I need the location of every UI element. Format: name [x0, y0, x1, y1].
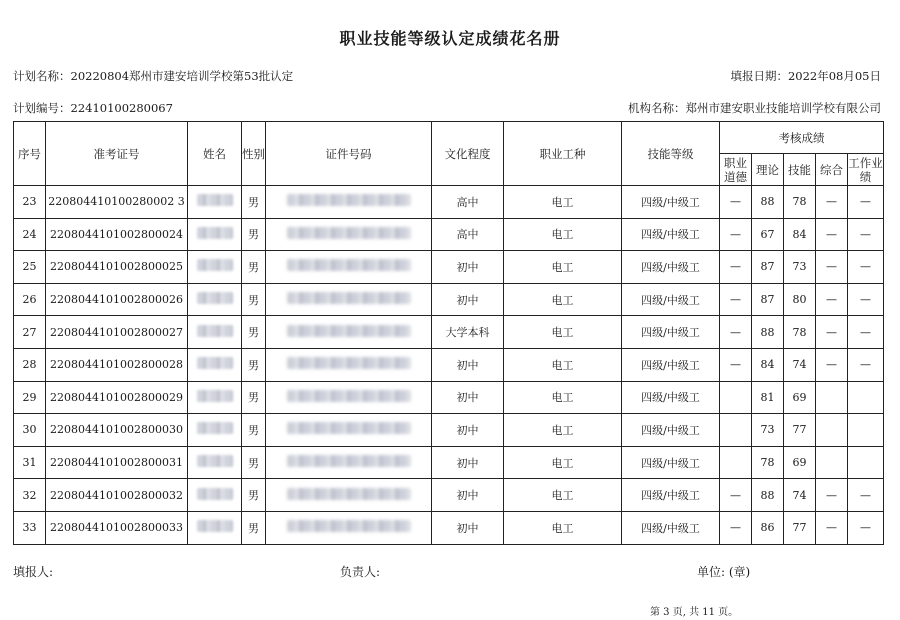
row-theory: 87	[752, 283, 784, 316]
row-name-redacted	[188, 511, 242, 544]
organization-name: 机构名称：郑州市建安职业技能培训学校有限公司	[628, 101, 881, 115]
row-job: 电工	[504, 316, 622, 349]
row-overall: —	[816, 283, 848, 316]
row-ethics: —	[720, 218, 752, 251]
row-ticket: 2208044101002800030	[46, 414, 188, 447]
row-ethics	[720, 381, 752, 414]
header-level: 技能等级	[622, 122, 720, 186]
row-level: 四级/中级工	[622, 511, 720, 544]
row-name-redacted	[188, 218, 242, 251]
row-id-redacted	[266, 218, 432, 251]
row-gender: 男	[242, 218, 266, 251]
row-job: 电工	[504, 218, 622, 251]
row-name-redacted	[188, 251, 242, 284]
table-row	[14, 414, 884, 447]
row-ticket: 2208044101002800027	[46, 316, 188, 349]
table-row	[14, 446, 884, 479]
row-ticket: 2208044101002800026	[46, 283, 188, 316]
row-overall: —	[816, 251, 848, 284]
header-name: 姓名	[188, 122, 242, 186]
header-ticket: 准考证号	[46, 122, 188, 186]
table-row	[14, 218, 884, 251]
redacted-id-number	[287, 292, 411, 304]
row-theory: 81	[752, 381, 784, 414]
row-ethics: —	[720, 511, 752, 544]
row-education: 初中	[432, 511, 504, 544]
page-indicator: 第 3 页, 共 11 页。	[650, 607, 739, 618]
row-level: 四级/中级工	[622, 446, 720, 479]
row-education: 高中	[432, 218, 504, 251]
row-work: —	[848, 479, 884, 512]
row-theory: 88	[752, 316, 784, 349]
table-row	[14, 381, 884, 414]
redacted-id-number	[287, 455, 411, 467]
header-theory: 理论	[752, 154, 784, 186]
fill-date: 填报日期：2022年08月05日	[730, 69, 881, 83]
row-name-redacted	[188, 348, 242, 381]
row-work: —	[848, 283, 884, 316]
redacted-id-number	[287, 259, 411, 271]
row-theory: 86	[752, 511, 784, 544]
row-job: 电工	[504, 283, 622, 316]
row-gender: 男	[242, 414, 266, 447]
row-education: 初中	[432, 381, 504, 414]
document-title: 职业技能等级认定成绩花名册	[339, 29, 561, 48]
row-overall: —	[816, 218, 848, 251]
header-id: 证件号码	[266, 122, 432, 186]
row-overall	[816, 414, 848, 447]
row-seq: 32	[14, 479, 46, 512]
row-ticket: 2208044101002800029	[46, 381, 188, 414]
row-seq: 29	[14, 381, 46, 414]
row-skill: 78	[784, 316, 816, 349]
row-overall: —	[816, 511, 848, 544]
header-gender: 性别	[242, 122, 266, 186]
row-work: —	[848, 348, 884, 381]
table-row	[14, 186, 884, 219]
redacted-id-number	[287, 194, 411, 206]
row-gender: 男	[242, 511, 266, 544]
row-level: 四级/中级工	[622, 218, 720, 251]
row-ticket: 2208044101002800033	[46, 511, 188, 544]
row-ethics: —	[720, 479, 752, 512]
row-work: —	[848, 251, 884, 284]
row-overall	[816, 446, 848, 479]
redacted-name	[197, 292, 233, 304]
row-name-redacted	[188, 479, 242, 512]
redacted-id-number	[287, 325, 411, 337]
row-theory: 67	[752, 218, 784, 251]
row-ethics	[720, 446, 752, 479]
row-id-redacted	[266, 414, 432, 447]
row-ticket: 2208044101002800024	[46, 218, 188, 251]
table-body	[14, 186, 884, 545]
header-ethics: 职业道德	[720, 154, 752, 186]
redacted-id-number	[287, 488, 411, 500]
row-theory: 84	[752, 348, 784, 381]
row-name-redacted	[188, 316, 242, 349]
row-education: 初中	[432, 446, 504, 479]
row-id-redacted	[266, 479, 432, 512]
row-name-redacted	[188, 381, 242, 414]
row-education: 初中	[432, 479, 504, 512]
header-overall: 综合	[816, 154, 848, 186]
row-seq: 26	[14, 283, 46, 316]
row-gender: 男	[242, 283, 266, 316]
row-work: —	[848, 218, 884, 251]
table-row	[14, 511, 884, 544]
row-seq: 30	[14, 414, 46, 447]
row-level: 四级/中级工	[622, 186, 720, 219]
table-row	[14, 479, 884, 512]
plan-name: 计划名称：20220804郑州市建安培训学校第53批认定	[13, 69, 294, 83]
header-education: 文化程度	[432, 122, 504, 186]
row-ticket: 220804410100280002 3	[46, 186, 188, 219]
row-education: 初中	[432, 283, 504, 316]
row-name-redacted	[188, 186, 242, 219]
row-id-redacted	[266, 316, 432, 349]
redacted-id-number	[287, 390, 411, 402]
responsible-label: 负责人:	[340, 565, 381, 579]
row-id-redacted	[266, 446, 432, 479]
table-row	[14, 316, 884, 349]
row-id-redacted	[266, 283, 432, 316]
row-ticket: 2208044101002800031	[46, 446, 188, 479]
row-overall: —	[816, 348, 848, 381]
row-theory: 73	[752, 414, 784, 447]
row-job: 电工	[504, 414, 622, 447]
row-job: 电工	[504, 348, 622, 381]
table-row	[14, 283, 884, 316]
row-ethics: —	[720, 251, 752, 284]
table-row	[14, 348, 884, 381]
row-seq: 23	[14, 186, 46, 219]
row-work	[848, 414, 884, 447]
row-seq: 33	[14, 511, 46, 544]
row-ticket: 2208044101002800032	[46, 479, 188, 512]
row-work	[848, 381, 884, 414]
redacted-id-number	[287, 520, 411, 532]
redacted-name	[197, 259, 233, 271]
row-skill: 78	[784, 186, 816, 219]
row-skill: 74	[784, 479, 816, 512]
row-education: 初中	[432, 414, 504, 447]
redacted-name	[197, 227, 233, 239]
row-seq: 25	[14, 251, 46, 284]
roster-table	[13, 121, 884, 545]
row-work: —	[848, 511, 884, 544]
redacted-name	[197, 520, 233, 532]
table-header	[14, 122, 884, 186]
row-ticket: 2208044101002800028	[46, 348, 188, 381]
row-level: 四级/中级工	[622, 283, 720, 316]
row-ethics	[720, 414, 752, 447]
row-level: 四级/中级工	[622, 316, 720, 349]
row-name-redacted	[188, 414, 242, 447]
row-skill: 74	[784, 348, 816, 381]
row-theory: 78	[752, 446, 784, 479]
row-ethics: —	[720, 348, 752, 381]
row-id-redacted	[266, 381, 432, 414]
row-education: 初中	[432, 251, 504, 284]
row-gender: 男	[242, 479, 266, 512]
row-theory: 87	[752, 251, 784, 284]
row-gender: 男	[242, 381, 266, 414]
unit-label: 单位: (章)	[697, 565, 751, 579]
table-row	[14, 251, 884, 284]
redacted-name	[197, 357, 233, 369]
row-education: 高中	[432, 186, 504, 219]
row-gender: 男	[242, 251, 266, 284]
row-gender: 男	[242, 446, 266, 479]
header-seq: 序号	[14, 122, 46, 186]
row-education: 初中	[432, 348, 504, 381]
row-skill: 77	[784, 511, 816, 544]
row-skill: 84	[784, 218, 816, 251]
row-job: 电工	[504, 511, 622, 544]
row-theory: 88	[752, 186, 784, 219]
plan-number: 计划编号：22410100280067	[13, 101, 173, 115]
row-id-redacted	[266, 511, 432, 544]
redacted-name	[197, 194, 233, 206]
row-seq: 24	[14, 218, 46, 251]
row-theory: 88	[752, 479, 784, 512]
row-level: 四级/中级工	[622, 348, 720, 381]
redacted-name	[197, 488, 233, 500]
header-skill: 技能	[784, 154, 816, 186]
row-gender: 男	[242, 186, 266, 219]
row-work: —	[848, 316, 884, 349]
row-skill: 73	[784, 251, 816, 284]
row-level: 四级/中级工	[622, 479, 720, 512]
redacted-id-number	[287, 227, 411, 239]
row-overall: —	[816, 186, 848, 219]
row-ethics: —	[720, 316, 752, 349]
redacted-name	[197, 455, 233, 467]
header-score-group: 考核成绩	[720, 122, 884, 154]
header-work: 工作业绩	[848, 155, 883, 184]
row-skill: 77	[784, 414, 816, 447]
row-id-redacted	[266, 186, 432, 219]
row-skill: 80	[784, 283, 816, 316]
row-ethics: —	[720, 186, 752, 219]
redacted-id-number	[287, 422, 411, 434]
row-work	[848, 446, 884, 479]
row-gender: 男	[242, 316, 266, 349]
header-job: 职业工种	[504, 122, 622, 186]
filler-label: 填报人:	[13, 565, 54, 579]
row-name-redacted	[188, 446, 242, 479]
row-job: 电工	[504, 186, 622, 219]
row-level: 四级/中级工	[622, 381, 720, 414]
redacted-name	[197, 390, 233, 402]
redacted-name	[197, 325, 233, 337]
row-level: 四级/中级工	[622, 414, 720, 447]
row-ticket: 2208044101002800025	[46, 251, 188, 284]
row-id-redacted	[266, 251, 432, 284]
row-level: 四级/中级工	[622, 251, 720, 284]
row-job: 电工	[504, 479, 622, 512]
redacted-name	[197, 422, 233, 434]
row-job: 电工	[504, 381, 622, 414]
redacted-id-number	[287, 357, 411, 369]
row-ethics: —	[720, 283, 752, 316]
row-overall: —	[816, 316, 848, 349]
row-seq: 28	[14, 348, 46, 381]
row-overall	[816, 381, 848, 414]
row-id-redacted	[266, 348, 432, 381]
row-seq: 27	[14, 316, 46, 349]
row-education: 大学本科	[432, 316, 504, 349]
row-work: —	[848, 186, 884, 219]
row-skill: 69	[784, 446, 816, 479]
row-overall: —	[816, 479, 848, 512]
row-gender: 男	[242, 348, 266, 381]
row-skill: 69	[784, 381, 816, 414]
row-name-redacted	[188, 283, 242, 316]
row-job: 电工	[504, 251, 622, 284]
row-job: 电工	[504, 446, 622, 479]
row-seq: 31	[14, 446, 46, 479]
